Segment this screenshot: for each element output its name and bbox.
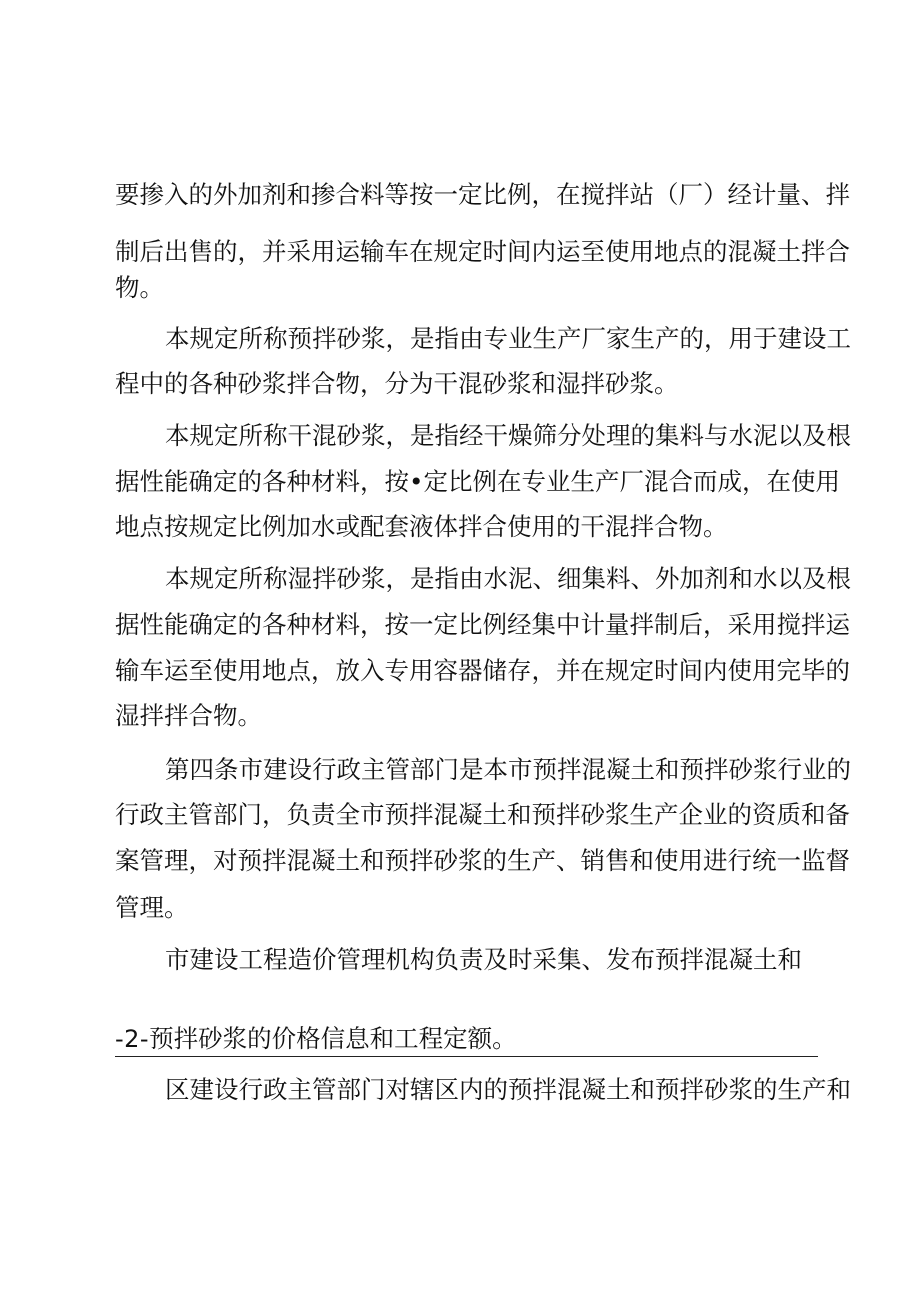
text-line: 管理。 [115,893,189,922]
text-line: 据性能确定的各种材料，按•定比例在专业生产厂混合而成，在使用 [115,467,840,496]
text-line: 本规定所称预拌砂浆，是指由专业生产厂家生产的，用于建设工 [165,324,851,353]
page-footer-line [115,1024,517,1054]
text-line: 行政主管部门，负责全市预拌混凝土和预拌砂浆生产企业的资质和备 [115,800,850,829]
text-line: 预拌砂浆的价格信息和工程定额。 [149,1024,517,1053]
text-line: 物。 [115,273,164,302]
text-line: 本规定所称干混砂浆，是指经干燥筛分处理的集料与水泥以及根 [165,421,851,450]
text-line: 输车运至使用地点，放入专用容器储存，并在规定时间内使用完毕的 [115,656,850,685]
text-line: 本规定所称湿拌砂浆，是指由水泥、细集料、外加剂和水以及根 [165,564,851,593]
text-line: 制后出售的，并采用运输车在规定时间内运至使用地点的混凝土拌合 [115,237,850,266]
text-line: 区建设行政主管部门对辖区内的预拌混凝土和预拌砂浆的生产和 [165,1075,851,1104]
text-line: 程中的各种砂浆拌合物，分为干混砂浆和湿拌砂浆。 [115,369,679,398]
text-line: 案管理，对预拌混凝土和预拌砂浆的生产、销售和使用进行统一监督 [115,846,850,875]
text-line: 湿拌拌合物。 [115,701,262,730]
page-break-divider [115,1056,818,1057]
text-line: 地点按规定比例加水或配套液体拌合使用的干混拌合物。 [115,512,728,541]
text-line: 要掺入的外加剂和掺合料等按一定比例，在搅拌站（厂）经计量、拌 [115,180,850,209]
text-line: 据性能确定的各种材料，按一定比例经集中计量拌制后，采用搅拌运 [115,610,850,639]
text-line: 市建设工程造价管理机构负责及时采集、发布预拌混凝土和 [165,945,802,974]
text-line: 第四条市建设行政主管部门是本市预拌混凝土和预拌砂浆行业的 [165,755,851,784]
page-number: -2- [115,1025,150,1053]
